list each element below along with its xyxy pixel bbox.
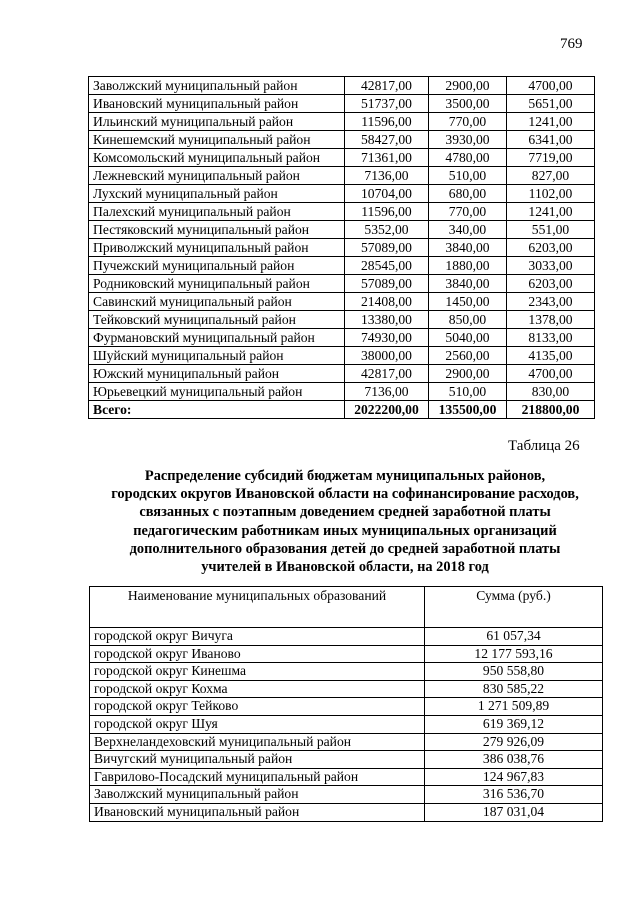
amount-cell: 6341,00 — [507, 131, 595, 149]
amount-cell: 950 558,80 — [425, 663, 603, 681]
municipality-name: Ивановский муниципальный район — [90, 803, 425, 821]
municipality-name: Пестяковский муниципальный район — [89, 221, 345, 239]
total-amount: 135500,00 — [429, 401, 507, 419]
amount-cell: 770,00 — [429, 113, 507, 131]
total-row — [89, 401, 595, 419]
amount-cell: 38000,00 — [345, 347, 429, 365]
title-line: дополнительного образования детей до средней заработной платы — [129, 540, 561, 557]
amount-cell: 57089,00 — [345, 239, 429, 257]
table-row — [89, 239, 595, 257]
amount-cell: 13380,00 — [345, 311, 429, 329]
amount-cell: 21408,00 — [345, 293, 429, 311]
amount-cell: 124 967,83 — [425, 768, 603, 786]
municipality-name: Тейковский муниципальный район — [89, 311, 345, 329]
title-line: педагогическим работникам иных муниципальных организаций — [133, 522, 557, 539]
amount-cell: 58427,00 — [345, 131, 429, 149]
amount-cell: 7136,00 — [345, 167, 429, 185]
table-row — [90, 768, 603, 786]
table-row — [90, 786, 603, 804]
amount-cell: 3500,00 — [429, 95, 507, 113]
municipality-name: Заволжский муниципальный район — [90, 786, 425, 804]
table-row — [89, 293, 595, 311]
amount-cell: 2900,00 — [429, 77, 507, 95]
table-header-row — [90, 587, 603, 628]
amount-cell: 1450,00 — [429, 293, 507, 311]
municipality-name: Савинский муниципальный район — [89, 293, 345, 311]
amount-cell: 3033,00 — [507, 257, 595, 275]
amount-cell: 2900,00 — [429, 365, 507, 383]
amount-cell: 12 177 593,16 — [425, 645, 603, 663]
amount-cell: 551,00 — [507, 221, 595, 239]
municipality-name: городской округ Тейково — [90, 698, 425, 716]
table-title — [90, 467, 600, 576]
amount-cell: 830 585,22 — [425, 680, 603, 698]
table-row — [89, 365, 595, 383]
amount-cell: 5651,00 — [507, 95, 595, 113]
amount-cell: 850,00 — [429, 311, 507, 329]
subsidy-table-26 — [89, 586, 603, 822]
amount-cell: 7136,00 — [345, 383, 429, 401]
table-row — [90, 751, 603, 769]
amount-cell: 8133,00 — [507, 329, 595, 347]
amount-cell: 57089,00 — [345, 275, 429, 293]
amount-cell: 2343,00 — [507, 293, 595, 311]
municipality-name: Лежневский муниципальный район — [89, 167, 345, 185]
amount-cell: 74930,00 — [345, 329, 429, 347]
amount-cell: 3930,00 — [429, 131, 507, 149]
amount-cell: 830,00 — [507, 383, 595, 401]
municipality-name: Палехский муниципальный район — [89, 203, 345, 221]
municipality-name: Приволжский муниципальный район — [89, 239, 345, 257]
total-label: Всего: — [89, 401, 345, 419]
table-row — [89, 347, 595, 365]
amount-cell: 51737,00 — [345, 95, 429, 113]
municipality-name: Заволжский муниципальный район — [89, 77, 345, 95]
amount-cell: 1102,00 — [507, 185, 595, 203]
total-amount: 218800,00 — [507, 401, 595, 419]
municipality-name: городской округ Кинешма — [90, 663, 425, 681]
amount-cell: 11596,00 — [345, 113, 429, 131]
municipality-name: Комсомольский муниципальный район — [89, 149, 345, 167]
municipality-name: Фурмановский муниципальный район — [89, 329, 345, 347]
amount-cell: 5352,00 — [345, 221, 429, 239]
municipality-name: Южский муниципальный район — [89, 365, 345, 383]
table-row — [89, 167, 595, 185]
table-row — [90, 680, 603, 698]
amount-cell: 510,00 — [429, 167, 507, 185]
amount-cell: 71361,00 — [345, 149, 429, 167]
amount-cell: 7719,00 — [507, 149, 595, 167]
amount-cell: 4780,00 — [429, 149, 507, 167]
municipality-name: городской округ Иваново — [90, 645, 425, 663]
table-row — [89, 185, 595, 203]
amount-cell: 1880,00 — [429, 257, 507, 275]
amount-cell: 42817,00 — [345, 365, 429, 383]
table-row — [90, 628, 603, 646]
header-municipality: Наименование муниципальных образований — [90, 587, 425, 628]
table-caption: Таблица 26 — [508, 438, 580, 454]
amount-cell: 5040,00 — [429, 329, 507, 347]
municipality-name: Родниковский муниципальный район — [89, 275, 345, 293]
municipality-name: Вичугский муниципальный район — [90, 751, 425, 769]
amount-cell: 279 926,09 — [425, 733, 603, 751]
amount-cell: 4135,00 — [507, 347, 595, 365]
title-line: городских округов Ивановской области на софинансирование расходов, — [111, 486, 579, 503]
amount-cell: 1378,00 — [507, 311, 595, 329]
amount-cell: 770,00 — [429, 203, 507, 221]
amount-cell: 4700,00 — [507, 77, 595, 95]
table-row — [89, 275, 595, 293]
table-row — [89, 131, 595, 149]
amount-cell: 2560,00 — [429, 347, 507, 365]
amount-cell: 340,00 — [429, 221, 507, 239]
municipality-name: Ильинский муниципальный район — [89, 113, 345, 131]
table-row — [89, 203, 595, 221]
table-row — [90, 715, 603, 733]
title-line: связанных с поэтапным доведением средней заработной платы — [139, 504, 551, 521]
table-row — [90, 698, 603, 716]
title-line: учителей в Ивановской области, на 2018 год — [201, 559, 489, 576]
municipality-name: городской округ Шуя — [90, 715, 425, 733]
table-row — [90, 803, 603, 821]
amount-cell: 11596,00 — [345, 203, 429, 221]
table-row — [89, 77, 595, 95]
municipality-name: Ивановский муниципальный район — [89, 95, 345, 113]
page-number: 769 — [560, 36, 583, 52]
amount-cell: 1241,00 — [507, 203, 595, 221]
amount-cell: 3840,00 — [429, 239, 507, 257]
table-row — [89, 113, 595, 131]
table-row — [90, 645, 603, 663]
municipality-name: Шуйский муниципальный район — [89, 347, 345, 365]
table-row — [90, 733, 603, 751]
municipality-name: городской округ Вичуга — [90, 628, 425, 646]
amount-cell: 1241,00 — [507, 113, 595, 131]
title-line: Распределение субсидий бюджетам муниципальных районов, — [144, 468, 546, 484]
amount-cell: 4700,00 — [507, 365, 595, 383]
amount-cell: 316 536,70 — [425, 786, 603, 804]
header-amount: Сумма (руб.) — [425, 587, 603, 628]
table-row — [89, 311, 595, 329]
amount-cell: 680,00 — [429, 185, 507, 203]
amount-cell: 1 271 509,89 — [425, 698, 603, 716]
municipality-name: Пучежский муниципальный район — [89, 257, 345, 275]
amount-cell: 619 369,12 — [425, 715, 603, 733]
municipality-name: городской округ Кохма — [90, 680, 425, 698]
municipality-name: Гаврилово-Посадский муниципальный район — [90, 768, 425, 786]
amount-cell: 61 057,34 — [425, 628, 603, 646]
amount-cell: 386 038,76 — [425, 751, 603, 769]
municipality-name: Лухский муниципальный район — [89, 185, 345, 203]
table-row — [89, 257, 595, 275]
table-row — [90, 663, 603, 681]
total-amount: 2022200,00 — [345, 401, 429, 419]
table-row — [89, 221, 595, 239]
table-row — [89, 95, 595, 113]
table-row — [89, 329, 595, 347]
amount-cell: 6203,00 — [507, 239, 595, 257]
amount-cell: 6203,00 — [507, 275, 595, 293]
municipality-name: Верхнеландеховский муниципальный район — [90, 733, 425, 751]
amount-cell: 827,00 — [507, 167, 595, 185]
amount-cell: 510,00 — [429, 383, 507, 401]
amount-cell: 42817,00 — [345, 77, 429, 95]
municipality-name: Юрьевецкий муниципальный район — [89, 383, 345, 401]
amount-cell: 187 031,04 — [425, 803, 603, 821]
amount-cell: 28545,00 — [345, 257, 429, 275]
municipality-name: Кинешемский муниципальный район — [89, 131, 345, 149]
table-row — [89, 383, 595, 401]
amount-cell: 10704,00 — [345, 185, 429, 203]
amount-cell: 3840,00 — [429, 275, 507, 293]
subsidy-table-continued — [88, 76, 595, 419]
table-row — [89, 149, 595, 167]
